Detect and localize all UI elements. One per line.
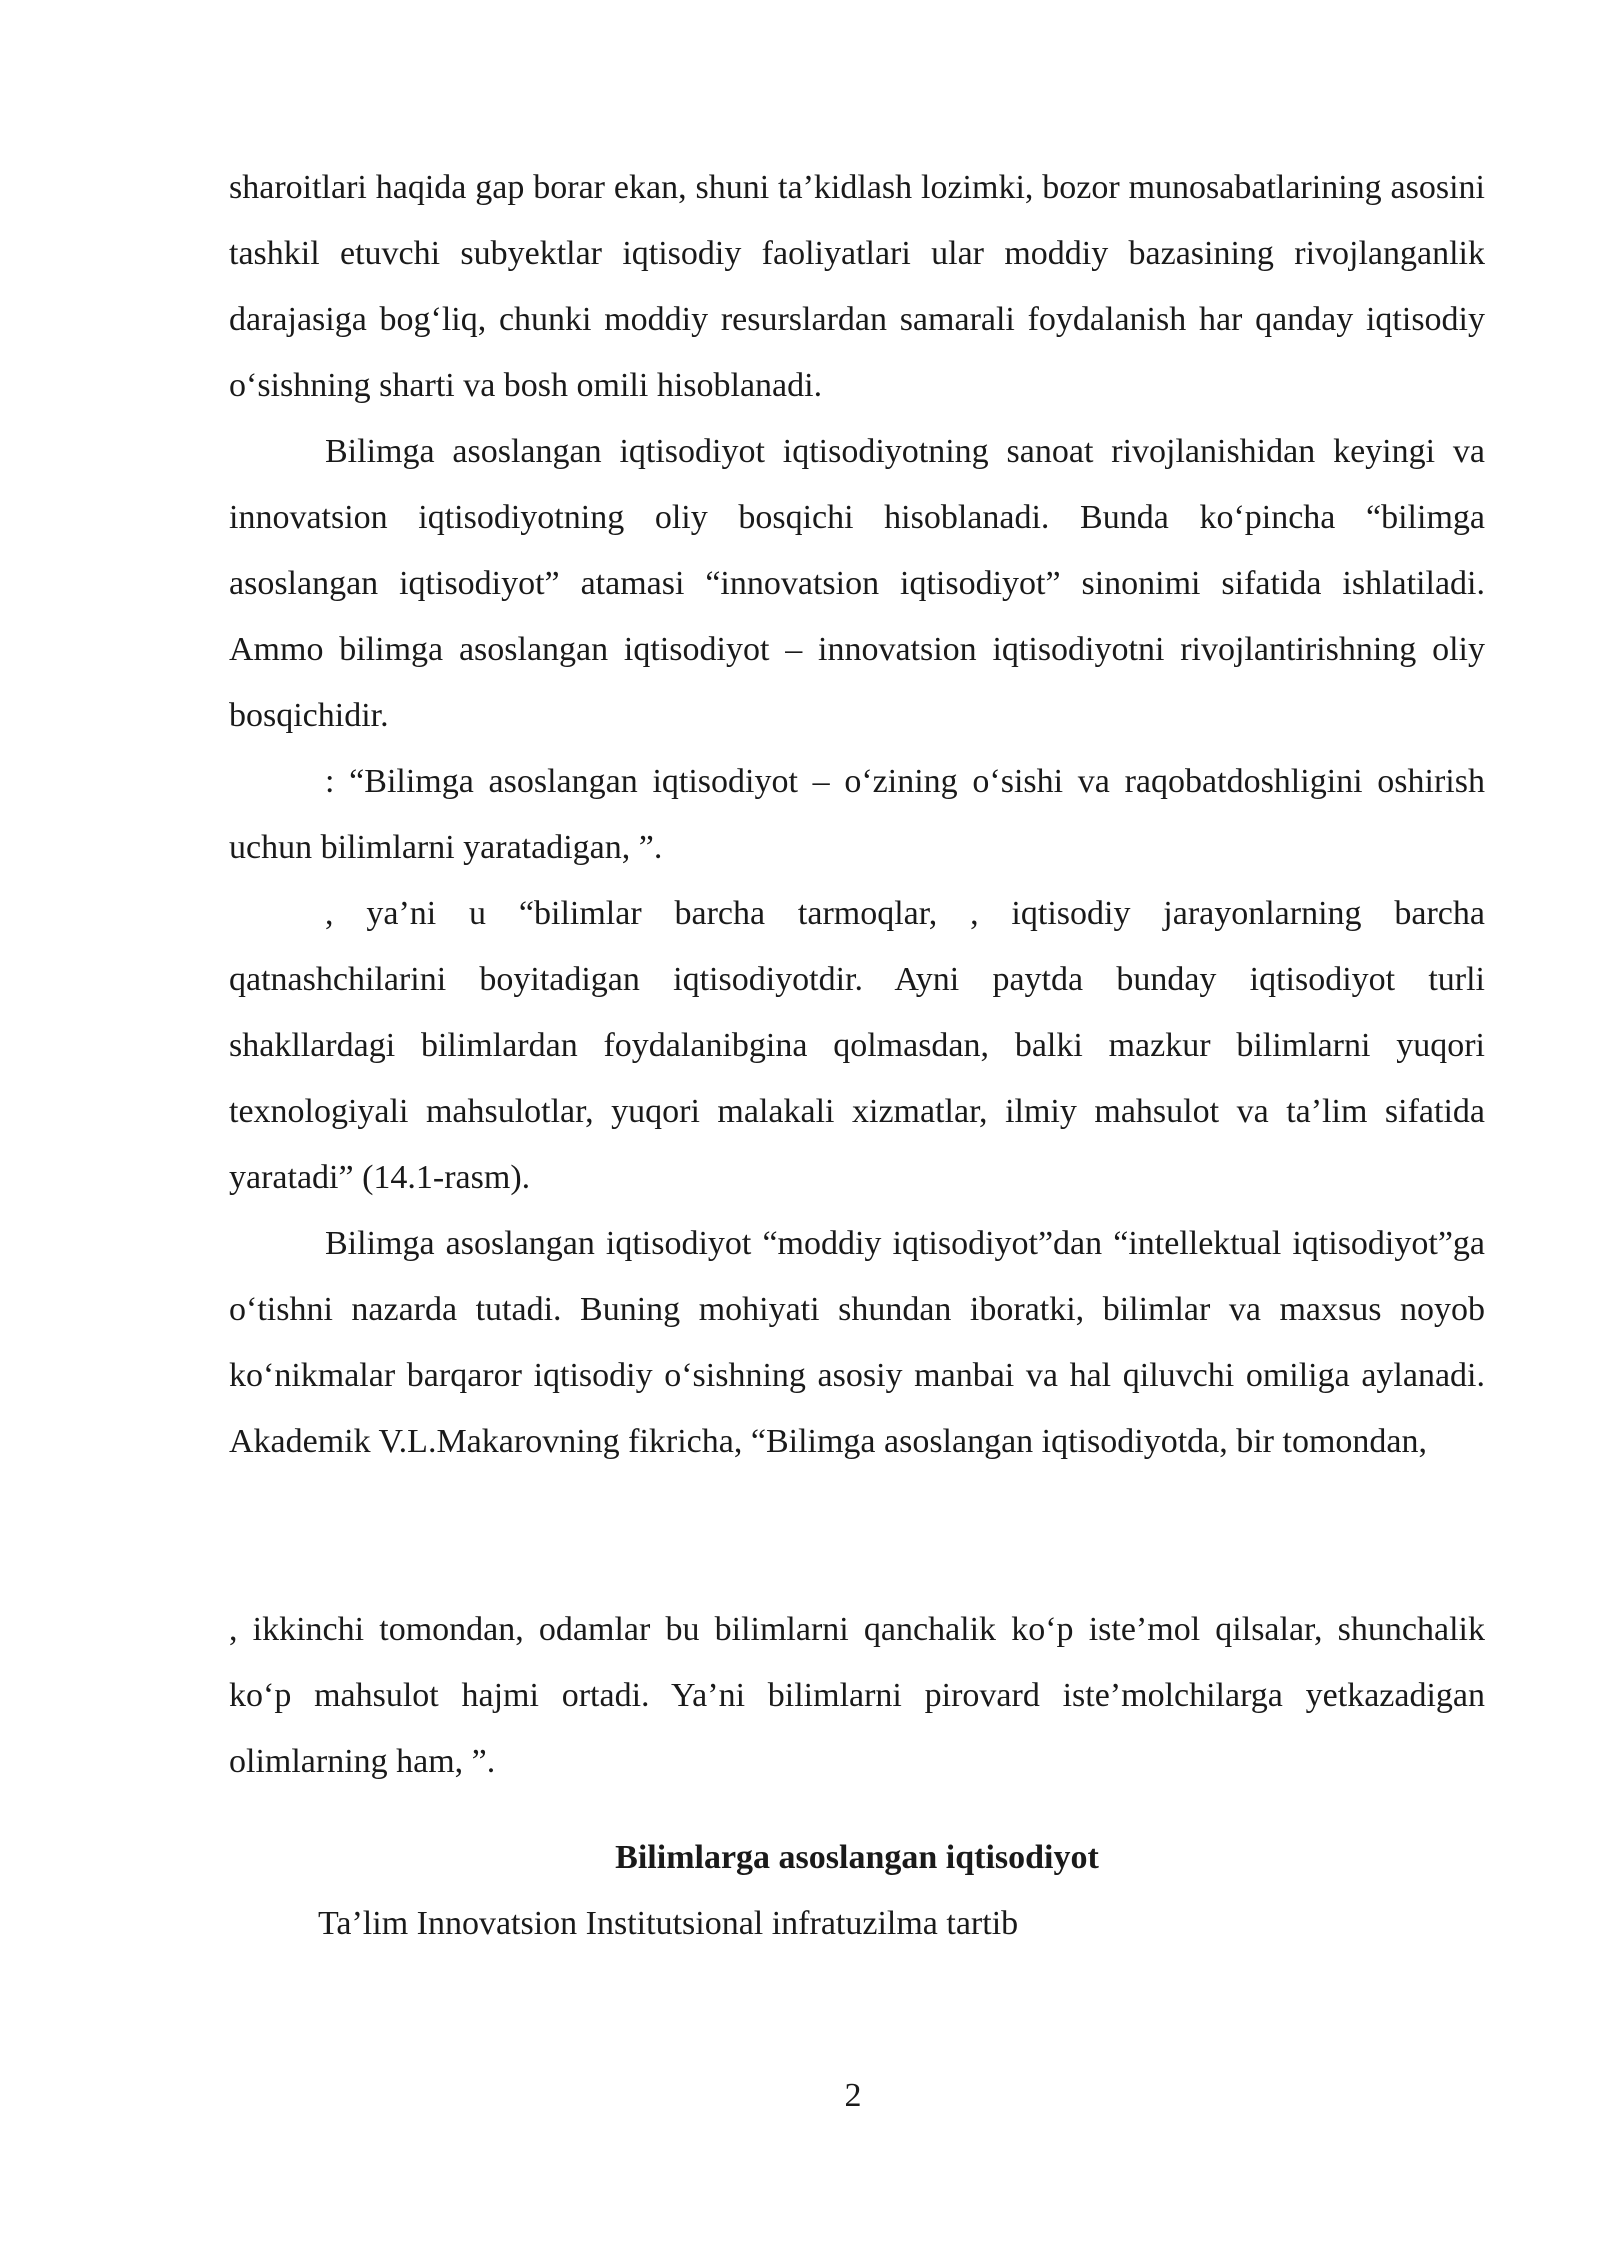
figure-labels: Ta’lim Innovatsion Institutsional infratuzilma tartib [318,1905,1019,1942]
paragraph-4: , ya’ni u “bilimlar barcha tarmoqlar, , iqtisodiy jarayonlarning barcha qatnashchilarini boyitadigan iqtisodiyotdir. Ayni paytda bunday iqtisodiyot turli shakllardagi bilimlardan foydalanibgina qolmasdan, balki mazkur bilimlarni yuqori texnologiyali mahsulotlar, yuqori malakali xizmatlar, ilmiy mahsulot va ta’lim sifatida yaratadi” (14.1-rasm). [229,895,1485,1196]
body-text-section-2 [229,1597,1485,1795]
paragraph-2: Bilimga asoslangan iqtisodiyot iqtisodiyotning sanoat rivojlanishidan keyingi va innovatsion iqtisodiyotning oliy bosqichi hisoblanadi. Bunda ko‘pincha “bilimga asoslangan iqtisodiyot” atamasi “innovatsion iqtisodiyot” sinonimi sifatida ishlatiladi. Ammo bilimga asoslangan iqtisodiyot – innovatsion iqtisodiyotni rivojlantirishning oliy bosqichidir. [229,433,1485,734]
paragraph-5: Bilimga asoslangan iqtisodiyot “moddiy iqtisodiyot”dan “intellektual iqtisodiyot”ga o‘tishni nazarda tutadi. Buning mohiyati shundan iboratki, bilimlar va maxsus noyob ko‘nikmalar barqaror iqtisodiy o‘sishning asosiy manbai va hal qiluvchi omiliga aylanadi. Akademik V.L.Makarovning fikricha, “Bilimga asoslangan iqtisodiyotda, bir tomondan, [229,1225,1485,1460]
paragraph-1: sharoitlari haqida gap borar ekan, shuni ta’kidlash lozimki, bozor munosabatlarining asosini tashkil etuvchi subyektlar iqtisodiy faoliyatlari ular moddiy bazasining rivojlanganlik darajasiga bog‘liq, chunki moddiy resurslardan samarali foydalanish har qanday iqtisodiy o‘sishning sharti va bosh omili hisoblanadi. [229,169,1485,404]
paragraph-6: , ikkinchi tomondan, odamlar bu bilimlarni qanchalik ko‘p iste’mol qilsalar, shunchalik ko‘p mahsulot hajmi ortadi. Ya’ni bilimlarni pirovard iste’molchilarga yetkazadigan olimlarning ham, ”. [229,1611,1485,1780]
figure-title: Bilimlarga asoslangan iqtisodiyot [615,1839,1099,1876]
page-number: 2 [844,2077,862,2114]
body-text-section-1 [229,155,1485,1475]
paragraph-3: : “Bilimga asoslangan iqtisodiyot – o‘zining o‘sishi va raqobatdoshligini oshirish uchun bilimlarni yaratadigan, ”. [229,763,1485,866]
